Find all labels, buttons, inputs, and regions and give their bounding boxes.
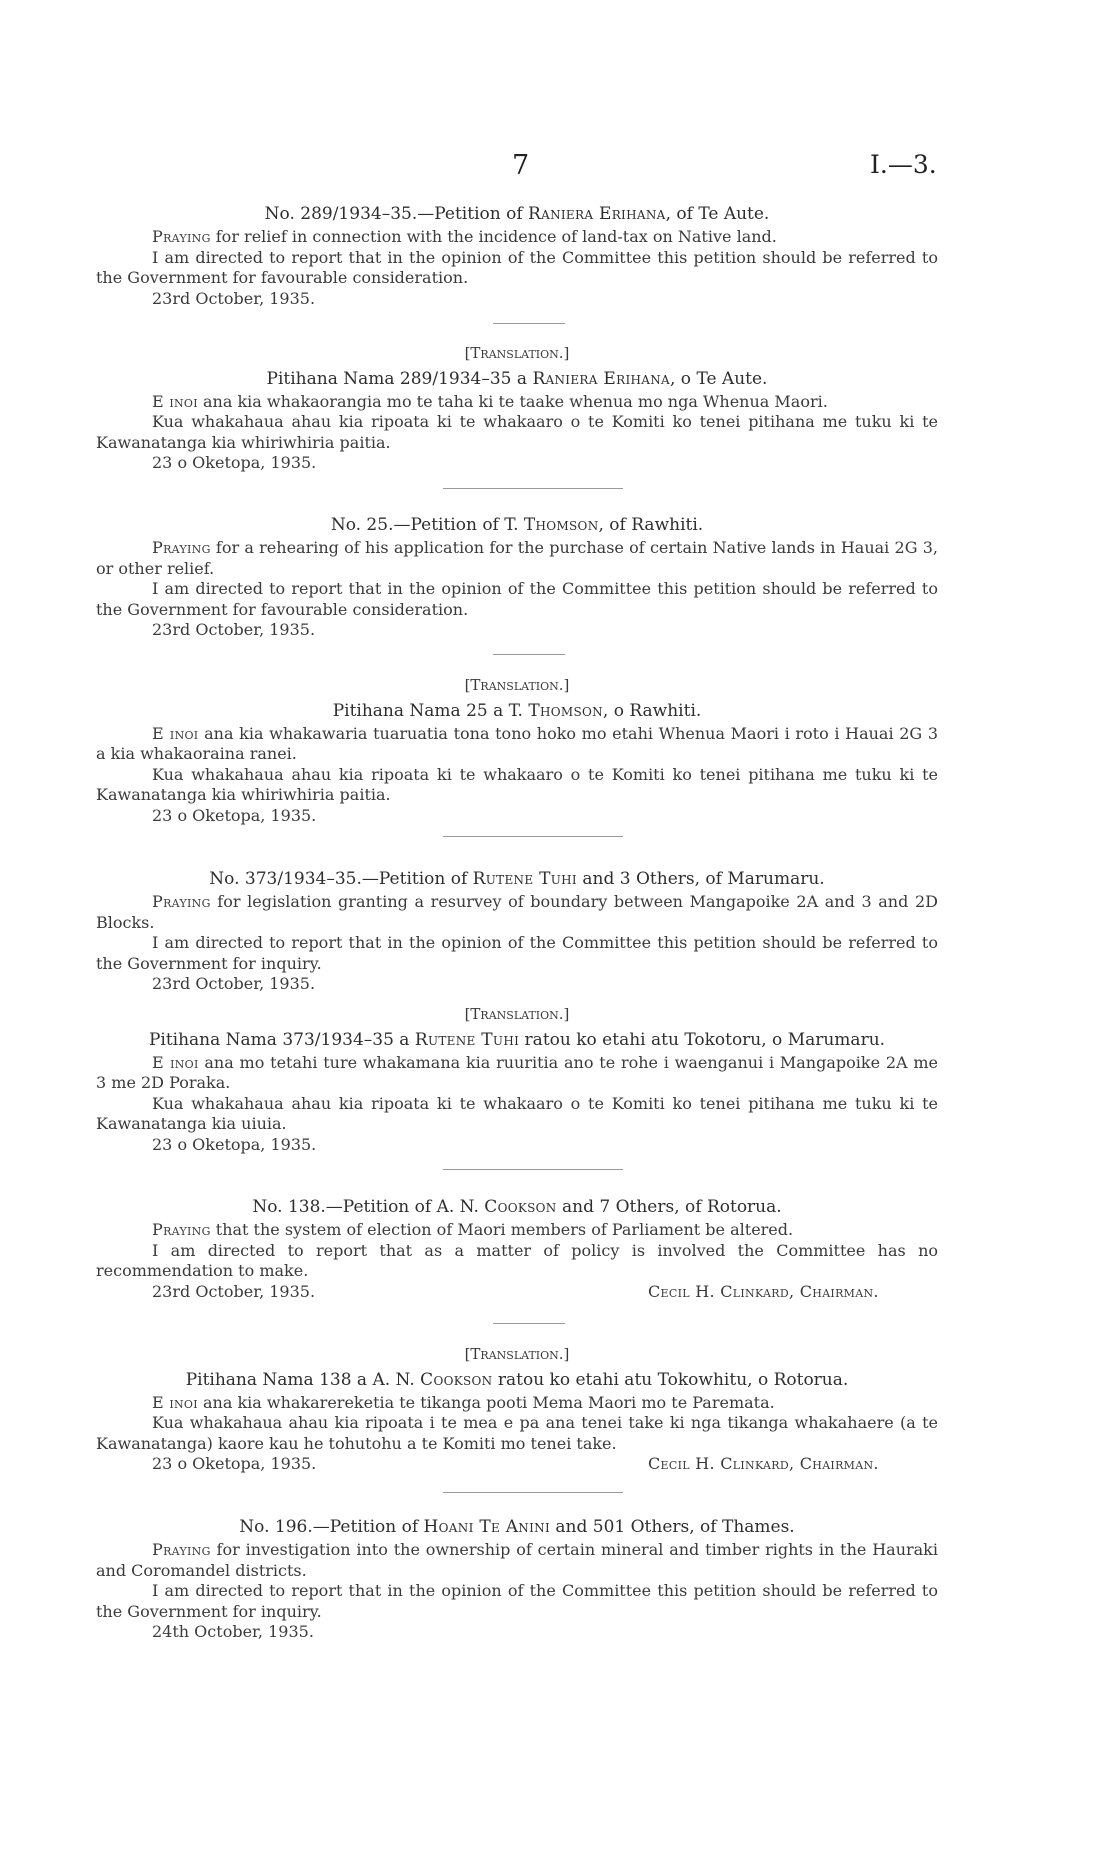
report-date: 23rd October, 1935. — [152, 288, 316, 308]
report-text: I am directed to report that in the opinion of the Committee this petition should be referred to the Government for inquiry. — [96, 933, 938, 973]
translation-label: [Translation.] — [464, 676, 570, 694]
translation-section — [96, 675, 938, 826]
report-date: 23 o Oketopa, 1935. — [152, 805, 317, 825]
petition-title: Pitihana Nama 25 a T. Thomson, o Rawhiti. — [332, 700, 702, 721]
petition-title: Pitihana Nama 138 a A. N. Cookson ratou ko etahi atu Tokowhitu, o Rotorua. — [185, 1369, 849, 1390]
petition-title: No. 373/1934–35.—Petition of Rutene Tuhi and 3 Others, of Marumaru. — [209, 869, 825, 889]
petition-title: No. 138.—Petition of A. N. Cookson and 7 Others, of Rotorua. — [252, 1197, 782, 1217]
translation-section — [96, 1004, 938, 1155]
report-text: I am directed to report that in the opinion of the Committee this petition should be referred to the Government for inquiry. — [96, 1581, 938, 1621]
report-text: I am directed to report that in the opinion of the Committee this petition should be referred to the Government for favourable consideration. — [96, 247, 938, 287]
report-text: I am directed to report that in the opinion of the Committee this petition should be referred to the Government for favourable consideration. — [96, 579, 938, 619]
section-divider — [443, 1169, 623, 1170]
report-date: 23rd October, 1935. — [152, 974, 316, 993]
prayer-text: Praying for relief in connection with the incidence of land-tax on Native land. — [152, 227, 777, 246]
petition-section — [96, 868, 938, 995]
section-divider — [443, 836, 623, 837]
chairman-signature: Cecil H. Clinkard, Chairman. — [648, 1454, 879, 1473]
petition-section — [96, 514, 938, 641]
report-date: 24th October, 1935. — [152, 1622, 314, 1641]
report-text: Kua whakahaua ahau kia ripoata i te mea e pa ana tenei take ki nga tikanga whakahaere (a te Kawanatanga) kaore kau he tohutohu a te Komiti mo tenei take. — [96, 1413, 938, 1453]
chairman-signature: Cecil H. Clinkard, Chairman. — [648, 1281, 879, 1301]
prayer-text: E inoi ana kia whakawaria tuaruatia tona tono hoko mo etahi Whenua Maori i roto i Hauai 2G 3 a kia whakaoraina ranei. — [96, 723, 938, 763]
section-divider — [443, 488, 623, 489]
report-text: Kua whakahaua ahau kia ripoata ki te whakaaro o te Komiti ko tenei pitihana me tuku ki te Kawanatanga kia whiriwhiria paitia. — [96, 764, 938, 804]
section-divider — [493, 1323, 565, 1324]
prayer-text: E inoi ana kia whakarereketia te tikanga pooti Mema Maori mo te Paremata. — [152, 1392, 775, 1412]
petition-section — [96, 1516, 938, 1643]
report-date: 23rd October, 1935. — [152, 1281, 316, 1301]
date-signature-row — [96, 1454, 938, 1475]
report-date: 23 o Oketopa, 1935. — [152, 453, 317, 472]
prayer-text: E inoi ana mo tetahi ture whakamana kia ruuritia ano te rohe i waenganui i Mangapoike 2A me 3 me 2D Poraka. — [96, 1052, 938, 1092]
report-text: Kua whakahaua ahau kia ripoata ki te whakaaro o te Komiti ko tenei pitihana me tuku ki te Kawanatanga kia whiriwhiria paitia. — [96, 412, 938, 452]
petition-title: No. 25.—Petition of T. Thomson, of Rawhiti. — [330, 515, 704, 535]
prayer-text: Praying for a rehearing of his application for the purchase of certain Native lands in Hauai 2G 3, or other relief. — [96, 538, 938, 578]
translation-label: [Translation.] — [464, 1005, 570, 1023]
report-text: I am directed to report that as a matter of policy is involved the Committee has no recommendation to make. — [96, 1240, 938, 1280]
petition-title: Pitihana Nama 373/1934–35 a Rutene Tuhi ratou ko etahi atu Tokotoru, o Marumaru. — [148, 1029, 886, 1050]
translation-label: [Translation.] — [464, 1345, 570, 1363]
document-reference: I.—3. — [870, 150, 937, 179]
prayer-text: Praying for investigation into the ownership of certain mineral and timber rights in the Hauraki and Coromandel districts. — [96, 1540, 938, 1580]
translation-section — [96, 1344, 938, 1475]
translation-label: [Translation.] — [464, 344, 570, 362]
prayer-text: Praying that the system of election of Maori members of Parliament be altered. — [152, 1220, 794, 1239]
report-text: Kua whakahaua ahau kia ripoata ki te whakaaro o te Komiti ko tenei pitihana me tuku ki te Kawanatanga kia uiuia. — [96, 1093, 938, 1133]
page-number: 7 — [512, 150, 530, 181]
report-date: 23 o Oketopa, 1935. — [152, 1134, 317, 1154]
petition-title: No. 196.—Petition of Hoani Te Anini and 501 Others, of Thames. — [239, 1517, 795, 1537]
section-divider — [493, 654, 565, 655]
report-date: 23rd October, 1935. — [152, 620, 316, 639]
petition-title: Pitihana Nama 289/1934–35 a Raniera Erihana, o Te Aute. — [266, 368, 768, 389]
section-divider — [493, 323, 565, 324]
date-signature-row — [96, 1282, 938, 1303]
petition-title: No. 289/1934–35.—Petition of Raniera Erihana, of Te Aute. — [264, 204, 770, 224]
prayer-text: Praying for legislation granting a resurvey of boundary between Mangapoike 2A and 3 and 2D Blocks. — [96, 892, 938, 932]
section-divider — [443, 1492, 623, 1493]
report-date: 23 o Oketopa, 1935. — [152, 1454, 317, 1473]
petition-section — [96, 1196, 938, 1303]
petition-section — [96, 203, 938, 309]
translation-section — [96, 343, 938, 474]
prayer-text: E inoi ana kia whakaorangia mo te taha ki te taake whenua mo nga Whenua Maori. — [152, 391, 828, 411]
